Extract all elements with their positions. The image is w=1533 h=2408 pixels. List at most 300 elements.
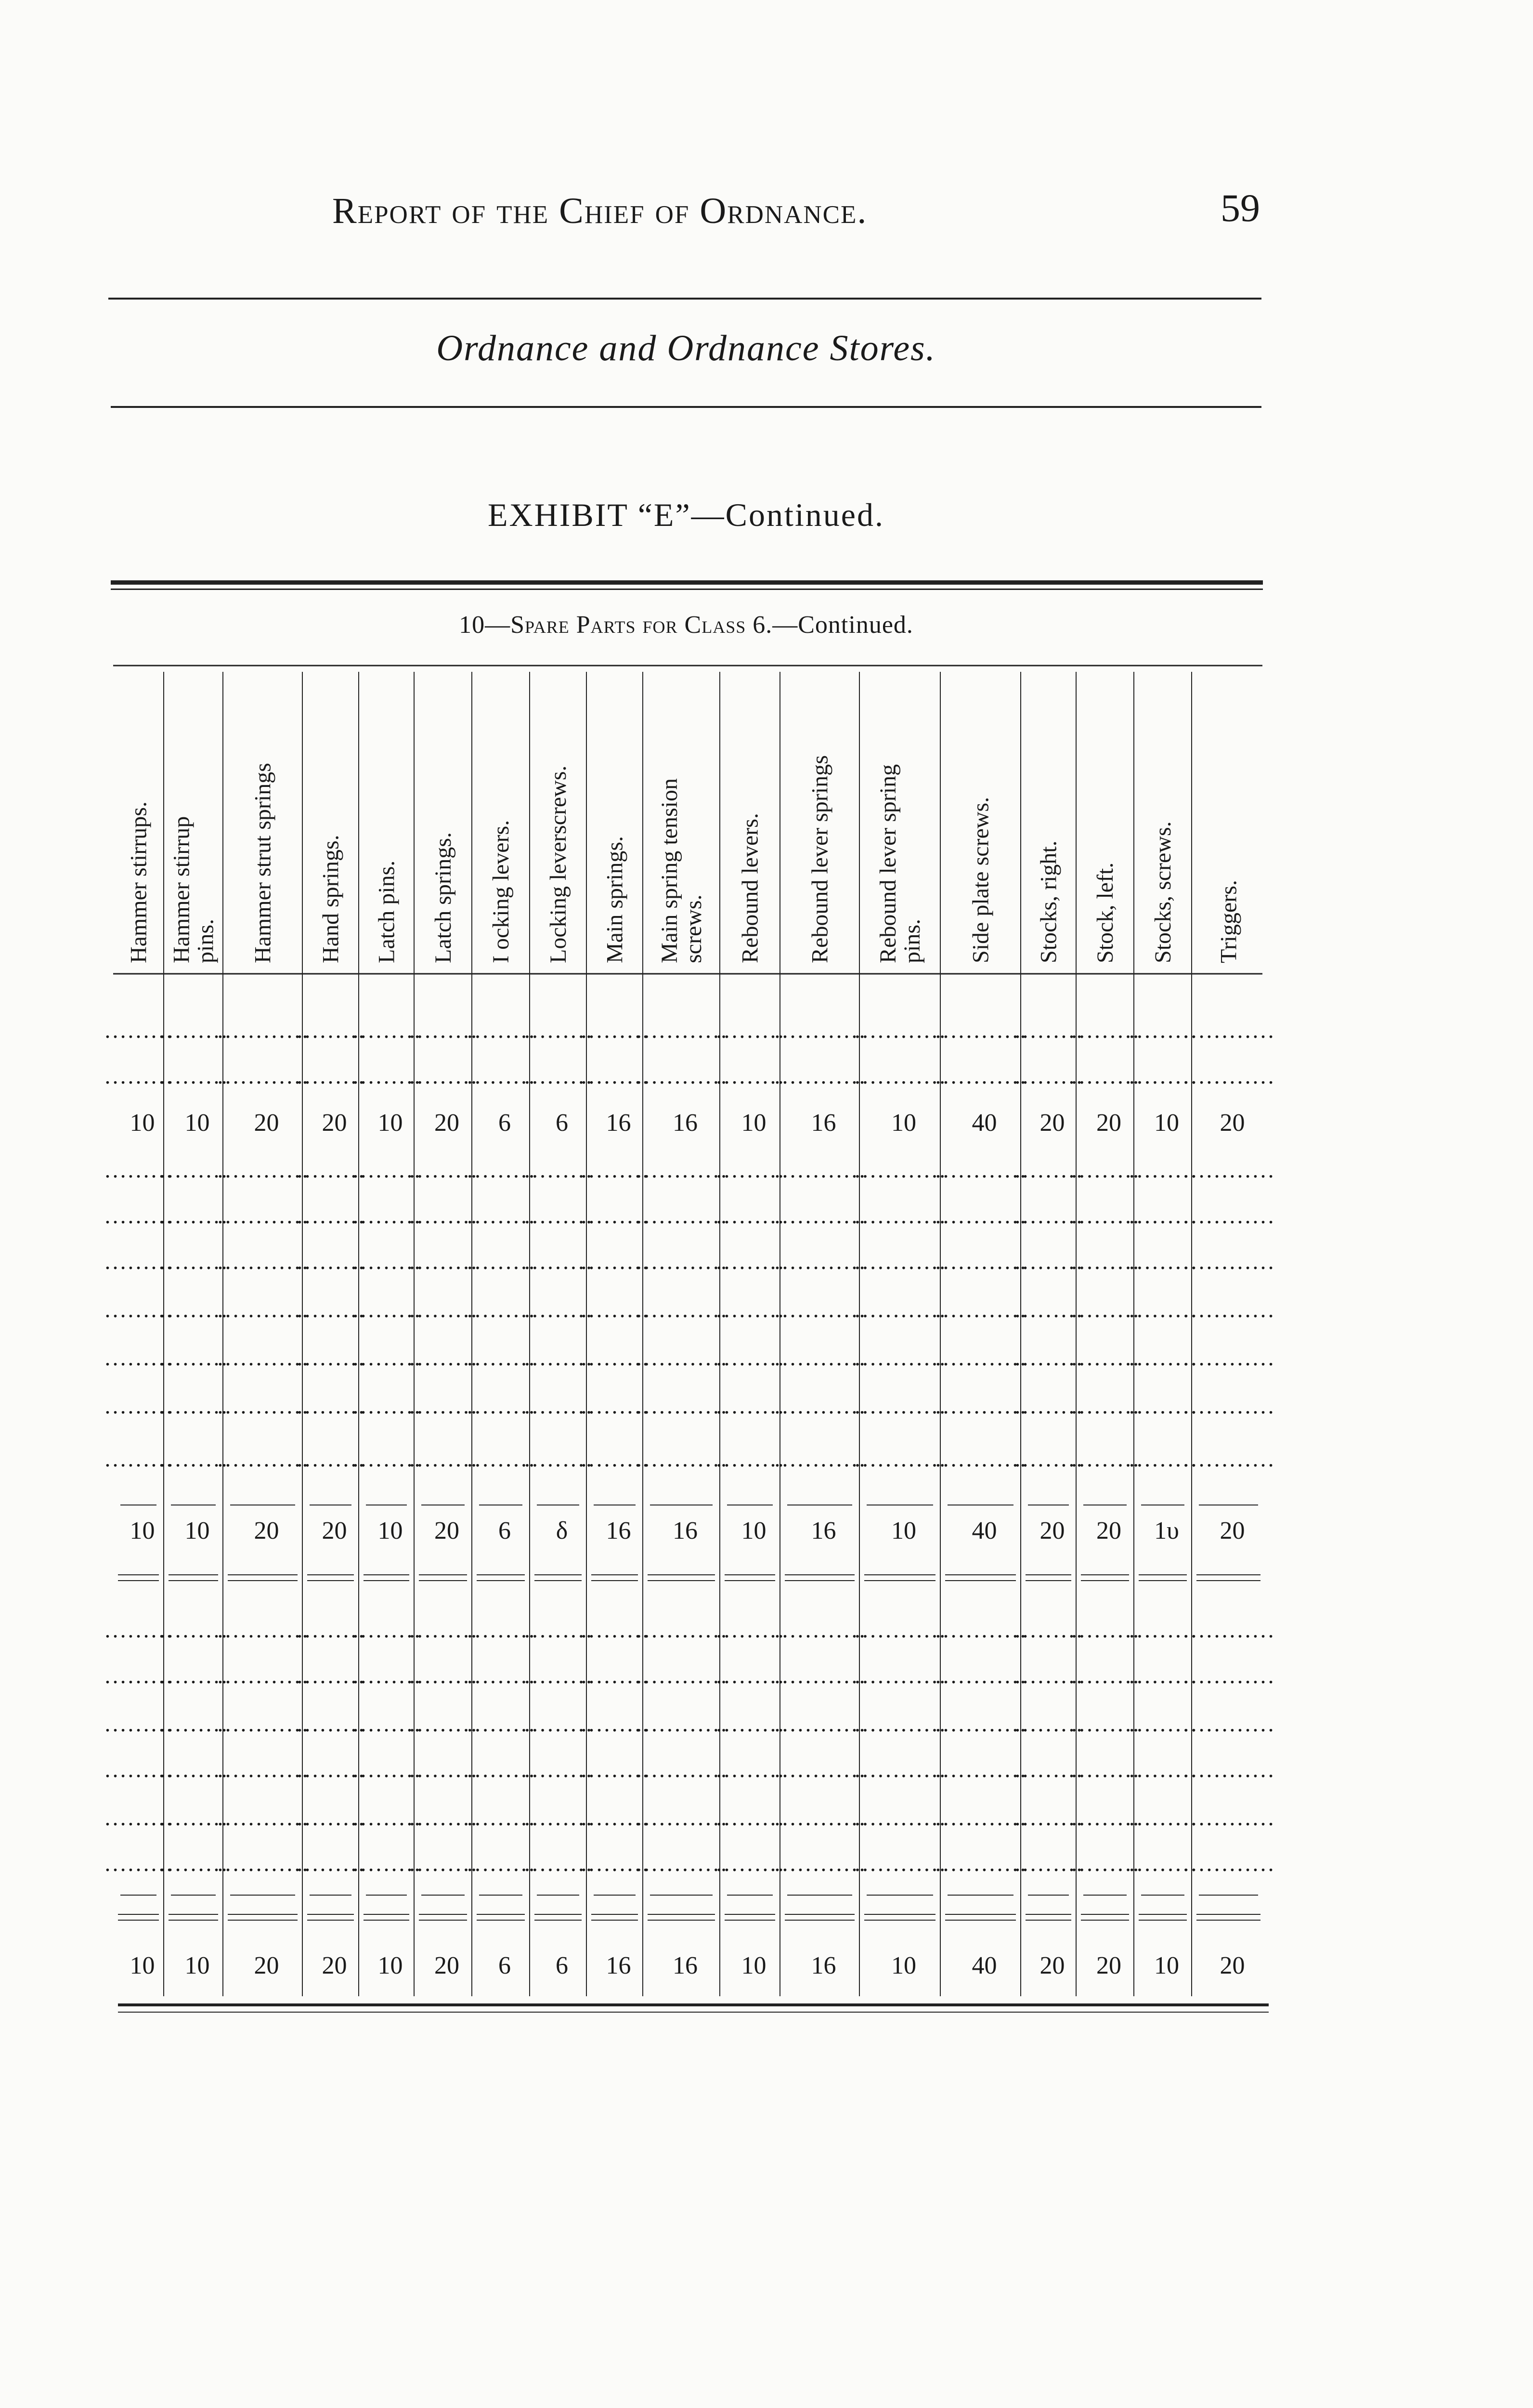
dot-leader: ………… — [773, 1249, 866, 1274]
dot-leader: ……… — [580, 1203, 650, 1229]
dot-leader: ……… — [1128, 1203, 1197, 1229]
total-cell: 20 — [1096, 1952, 1121, 1979]
dot-leader: ………… — [773, 1757, 866, 1782]
dot-leader: ………… — [216, 1757, 309, 1782]
dot-leader: ……… — [351, 1018, 421, 1043]
dot-leader: ……… — [523, 1757, 593, 1782]
dot-leader: ……… — [523, 1851, 593, 1876]
total-cell: 10 — [184, 1952, 210, 1979]
dot-leader: ………… — [1182, 1446, 1275, 1472]
subtotal-cell: 10 — [377, 1517, 403, 1544]
dot-leader: ……… — [715, 1711, 785, 1737]
dot-leader: ………… — [1182, 1663, 1275, 1688]
dot-leader: ……… — [1128, 1249, 1197, 1274]
dot-leader: ……… — [715, 1345, 785, 1371]
dot-leader: ……… — [296, 1663, 365, 1688]
dot-leader: ……… — [158, 1297, 228, 1322]
dot-leader: ………… — [635, 1663, 728, 1688]
dot-leader: ……… — [1070, 1711, 1140, 1737]
dot-leader: ……… — [715, 1063, 785, 1089]
table-caption-number: 10— — [459, 611, 511, 639]
table-caption-rest: 6.—Continued. — [746, 611, 913, 639]
data-cell: 6 — [556, 1109, 568, 1137]
dot-leader: ……… — [580, 1393, 650, 1419]
dot-leader: ……… — [408, 1663, 478, 1688]
dot-leader: ……… — [1128, 1805, 1197, 1831]
dot-leader: ……… — [1128, 1617, 1197, 1643]
subtotal-cell: 16 — [606, 1517, 631, 1544]
dot-leader: ………… — [1182, 1157, 1275, 1183]
dot-leader: ……… — [1013, 1063, 1083, 1089]
dot-leader: ……… — [408, 1805, 478, 1831]
dot-leader: ……… — [158, 1711, 228, 1737]
dot-leader: ………… — [635, 1805, 728, 1831]
dot-leader: ……… — [466, 1805, 535, 1831]
dot-leader: ……… — [408, 1446, 478, 1472]
dot-leader: ……… — [715, 1393, 785, 1419]
dot-leader: ………… — [1182, 1851, 1275, 1876]
data-cell: 16 — [673, 1109, 698, 1137]
dot-leader: ……… — [466, 1203, 535, 1229]
total-cell: 40 — [972, 1952, 997, 1979]
dot-leader: ……… — [1070, 1757, 1140, 1782]
dot-leader: ……… — [296, 1249, 365, 1274]
column-heading-line: Hammer stirrup — [169, 816, 195, 963]
page-header-title: Report of the Chief of Ordnance. — [332, 191, 868, 231]
dot-leader: ……… — [408, 1249, 478, 1274]
total-cell: 10 — [377, 1952, 403, 1979]
dot-leader: ……… — [104, 1203, 173, 1229]
column-heading-line: Stocks, right. — [1036, 840, 1062, 963]
dot-leader: ………… — [773, 1393, 866, 1419]
dot-leader: ……… — [523, 1157, 593, 1183]
data-cell: 10 — [741, 1109, 766, 1137]
dot-leader: ……… — [408, 1203, 478, 1229]
dot-leader: ……… — [1128, 1663, 1197, 1688]
dot-leader: ……… — [296, 1757, 365, 1782]
dot-leader: ………… — [216, 1345, 309, 1371]
dot-leader: ………… — [635, 1393, 728, 1419]
dot-leader: ……… — [1128, 1851, 1197, 1876]
dot-leader: ………… — [854, 1063, 946, 1089]
dot-leader: ……… — [158, 1393, 228, 1419]
data-cell: 10 — [377, 1109, 403, 1137]
dot-leader: ……… — [296, 1018, 365, 1043]
column-heading-line: Rebound levers. — [737, 813, 763, 963]
subtotal-cell: δ — [556, 1517, 568, 1544]
dot-leader: ……… — [523, 1393, 593, 1419]
dot-leader: ……… — [580, 1018, 650, 1043]
dot-leader: ……… — [580, 1297, 650, 1322]
total-cell: 16 — [606, 1952, 631, 1979]
dot-leader: ………… — [1182, 1063, 1275, 1089]
data-cell: 10 — [130, 1109, 155, 1137]
subtotal-cell: 20 — [1220, 1517, 1245, 1544]
dot-leader: ……… — [351, 1851, 421, 1876]
dot-leader: ………… — [773, 1063, 866, 1089]
total-cell: 10 — [1154, 1952, 1179, 1979]
dot-leader: ……… — [408, 1757, 478, 1782]
dot-leader: ……… — [580, 1711, 650, 1737]
dot-leader: ……… — [296, 1711, 365, 1737]
dot-leader: ………… — [854, 1203, 946, 1229]
dot-leader: ……… — [523, 1297, 593, 1322]
dot-leader: ……… — [523, 1446, 593, 1472]
table-caption-small-caps: Spare Parts for Class — [510, 611, 746, 639]
column-heading-line: Triggers. — [1216, 880, 1242, 963]
dot-leader: ……… — [1070, 1851, 1140, 1876]
dot-leader: ………… — [635, 1757, 728, 1782]
subtotal-cell: 10 — [130, 1517, 155, 1544]
dot-leader: ………… — [854, 1018, 946, 1043]
dot-leader: ……… — [296, 1851, 365, 1876]
dot-leader: ……… — [158, 1249, 228, 1274]
dot-leader: ……… — [104, 1018, 173, 1043]
dot-leader: ……… — [715, 1203, 785, 1229]
dot-leader: ……… — [1013, 1157, 1083, 1183]
dot-leader: ……… — [104, 1345, 173, 1371]
dot-leader: ……… — [158, 1617, 228, 1643]
dot-leader: ………… — [773, 1297, 866, 1322]
dot-leader: ………… — [934, 1345, 1027, 1371]
dot-leader: ………… — [854, 1805, 946, 1831]
dot-leader: ……… — [104, 1805, 173, 1831]
dot-leader: ……… — [408, 1297, 478, 1322]
dot-leader: ………… — [1182, 1203, 1275, 1229]
dot-leader: ………… — [854, 1617, 946, 1643]
dot-leader: ………… — [1182, 1393, 1275, 1419]
dot-leader: ………… — [216, 1446, 309, 1472]
dot-leader: ……… — [158, 1663, 228, 1688]
dot-leader: ……… — [296, 1203, 365, 1229]
dot-leader: ……… — [104, 1393, 173, 1419]
dot-leader: ……… — [580, 1851, 650, 1876]
column-heading-line: Main springs. — [602, 836, 628, 963]
dot-leader: ……… — [580, 1446, 650, 1472]
dot-leader: ………… — [773, 1711, 866, 1737]
data-cell: 16 — [606, 1109, 631, 1137]
dot-leader: ……… — [466, 1393, 535, 1419]
subtotal-cell: 16 — [673, 1517, 698, 1544]
dot-leader: ……… — [1128, 1446, 1197, 1472]
dot-leader: ……… — [1013, 1663, 1083, 1688]
column-heading-line: Hand springs. — [318, 835, 344, 963]
dot-leader: ………… — [773, 1345, 866, 1371]
dot-leader: ……… — [1013, 1805, 1083, 1831]
subtotal-cell: 6 — [498, 1517, 511, 1544]
column-heading-line: screws. — [681, 894, 706, 963]
dot-leader: ………… — [216, 1851, 309, 1876]
dot-leader: ……… — [715, 1805, 785, 1831]
dot-leader: ……… — [408, 1018, 478, 1043]
dot-leader: ……… — [1013, 1297, 1083, 1322]
dot-leader: ……… — [523, 1617, 593, 1643]
dot-leader: ……… — [1070, 1249, 1140, 1274]
dot-leader: ………… — [1182, 1345, 1275, 1371]
dot-leader: ……… — [715, 1157, 785, 1183]
dot-leader: ……… — [408, 1157, 478, 1183]
dot-leader: ……… — [580, 1249, 650, 1274]
dot-leader: ………… — [854, 1297, 946, 1322]
dot-leader: ……… — [466, 1063, 535, 1089]
dot-leader: ……… — [1128, 1063, 1197, 1089]
dot-leader: ………… — [635, 1446, 728, 1472]
dot-leader: ……… — [466, 1757, 535, 1782]
dot-leader: ……… — [296, 1446, 365, 1472]
dot-leader: ……… — [523, 1249, 593, 1274]
dot-leader: ……… — [715, 1757, 785, 1782]
dot-leader: ……… — [1013, 1345, 1083, 1371]
dot-leader: ……… — [1013, 1203, 1083, 1229]
dot-leader: ……… — [715, 1617, 785, 1643]
column-heading-line: Main spring tension — [657, 778, 682, 963]
dot-leader: ……… — [408, 1851, 478, 1876]
dot-leader: ……… — [104, 1063, 173, 1089]
total-cell: 10 — [130, 1952, 155, 1979]
dot-leader: ……… — [296, 1393, 365, 1419]
dot-leader: ………… — [854, 1663, 946, 1688]
column-heading-line: pins. — [193, 918, 219, 963]
total-cell: 20 — [1039, 1952, 1065, 1979]
dot-leader: ……… — [296, 1805, 365, 1831]
dot-leader: ……… — [1070, 1345, 1140, 1371]
dot-leader: ……… — [104, 1757, 173, 1782]
dot-leader: ……… — [351, 1711, 421, 1737]
dot-leader: ………… — [216, 1711, 309, 1737]
dot-leader: ………… — [216, 1157, 309, 1183]
dot-leader: ……… — [1013, 1446, 1083, 1472]
total-cell: 10 — [891, 1952, 916, 1979]
dot-leader: ……… — [1128, 1157, 1197, 1183]
dot-leader: ……… — [158, 1018, 228, 1043]
dot-leader: ……… — [1128, 1297, 1197, 1322]
dot-leader: ……… — [1070, 1617, 1140, 1643]
data-cell: 40 — [972, 1109, 997, 1137]
dot-leader: ………… — [216, 1063, 309, 1089]
dot-leader: ……… — [1128, 1757, 1197, 1782]
dot-leader: ………… — [635, 1617, 728, 1643]
dot-leader: ……… — [296, 1063, 365, 1089]
dot-leader: ……… — [296, 1297, 365, 1322]
total-cell: 20 — [254, 1952, 279, 1979]
dot-leader: ……… — [1070, 1446, 1140, 1472]
dot-leader: ………… — [854, 1711, 946, 1737]
subtotal-cell: 10 — [891, 1517, 916, 1544]
dot-leader: ……… — [408, 1617, 478, 1643]
dot-leader: ………… — [635, 1249, 728, 1274]
dot-leader: ……… — [1128, 1345, 1197, 1371]
dot-leader: ……… — [1013, 1393, 1083, 1419]
dot-leader: ………… — [1182, 1757, 1275, 1782]
dot-leader: ……… — [1070, 1393, 1140, 1419]
dot-leader: ………… — [934, 1711, 1027, 1737]
dot-leader: ……… — [1070, 1297, 1140, 1322]
dot-leader: ……… — [580, 1157, 650, 1183]
dot-leader: ……… — [1070, 1063, 1140, 1089]
dot-leader: ………… — [854, 1345, 946, 1371]
dot-leader: ……… — [466, 1345, 535, 1371]
dot-leader: ……… — [104, 1249, 173, 1274]
exhibit-title: EXHIBIT “E”—Continued. — [488, 497, 884, 533]
dot-leader: ……… — [158, 1851, 228, 1876]
dot-leader: ………… — [934, 1249, 1027, 1274]
dot-leader: ………… — [934, 1805, 1027, 1831]
data-cell: 20 — [1096, 1109, 1121, 1137]
dot-leader: ……… — [523, 1063, 593, 1089]
dot-leader: ……… — [580, 1805, 650, 1831]
dot-leader: ………… — [635, 1157, 728, 1183]
dot-leader: ……… — [466, 1018, 535, 1043]
data-cell: 10 — [891, 1109, 916, 1137]
dot-leader: ……… — [523, 1345, 593, 1371]
dot-leader: ………… — [635, 1711, 728, 1737]
dot-leader: ……… — [104, 1851, 173, 1876]
dot-leader: ……… — [351, 1757, 421, 1782]
dot-leader: ………… — [216, 1393, 309, 1419]
dot-leader: ………… — [1182, 1018, 1275, 1043]
dot-leader: ………… — [934, 1063, 1027, 1089]
subtotal-cell: 20 — [254, 1517, 279, 1544]
section-subtitle: Ordnance and Ordnance Stores. — [436, 328, 936, 368]
dot-leader: ……… — [523, 1711, 593, 1737]
dot-leader: ……… — [1013, 1249, 1083, 1274]
dot-leader: ………… — [1182, 1617, 1275, 1643]
total-cell: 20 — [322, 1952, 347, 1979]
column-heading-line: Hammer strut springs — [250, 763, 276, 963]
data-cell: 20 — [1220, 1109, 1245, 1137]
dot-leader: ……… — [1070, 1663, 1140, 1688]
data-cell: 20 — [322, 1109, 347, 1137]
dot-leader: ………… — [773, 1446, 866, 1472]
dot-leader: ………… — [1182, 1711, 1275, 1737]
dot-leader: ……… — [1070, 1203, 1140, 1229]
data-cell: 10 — [184, 1109, 210, 1137]
total-cell: 6 — [556, 1952, 568, 1979]
dot-leader: ………… — [635, 1203, 728, 1229]
dot-leader: ……… — [296, 1157, 365, 1183]
dot-leader: ……… — [580, 1063, 650, 1089]
dot-leader: ………… — [216, 1805, 309, 1831]
dot-leader: ……… — [715, 1297, 785, 1322]
dot-leader: ………… — [1182, 1805, 1275, 1831]
subtotal-cell: 20 — [1039, 1517, 1065, 1544]
dot-leader: ………… — [854, 1446, 946, 1472]
subtotal-cell: 20 — [434, 1517, 459, 1544]
dot-leader: ……… — [351, 1446, 421, 1472]
dot-leader: ……… — [351, 1663, 421, 1688]
dot-leader: ……… — [1070, 1805, 1140, 1831]
total-cell: 10 — [741, 1952, 766, 1979]
column-heading-line: pins. — [899, 918, 925, 963]
dot-leader: ………… — [934, 1157, 1027, 1183]
dot-leader: ……… — [1128, 1393, 1197, 1419]
dot-leader: ……… — [1070, 1018, 1140, 1043]
dot-leader: ……… — [580, 1345, 650, 1371]
dot-leader: ……… — [351, 1393, 421, 1419]
dot-leader: ……… — [523, 1203, 593, 1229]
column-heading-line: Rebound lever springs — [807, 755, 833, 963]
dot-leader: ……… — [1128, 1018, 1197, 1043]
dot-leader: ………… — [854, 1157, 946, 1183]
dot-leader: ……… — [296, 1345, 365, 1371]
dot-leader: ……… — [104, 1617, 173, 1643]
dot-leader: ………… — [216, 1297, 309, 1322]
dot-leader: ………… — [635, 1345, 728, 1371]
dot-leader: ……… — [523, 1018, 593, 1043]
dot-leader: ……… — [523, 1805, 593, 1831]
dot-leader: ……… — [1013, 1851, 1083, 1876]
dot-leader: ……… — [580, 1757, 650, 1782]
dot-leader: ………… — [773, 1805, 866, 1831]
dot-leader: ……… — [523, 1663, 593, 1688]
dot-leader: ……… — [351, 1617, 421, 1643]
dot-leader: ……… — [466, 1297, 535, 1322]
dot-leader: ………… — [773, 1157, 866, 1183]
dot-leader: ………… — [934, 1393, 1027, 1419]
column-heading-line: Latch springs. — [430, 832, 456, 963]
dot-leader: ……… — [158, 1805, 228, 1831]
dot-leader: ……… — [715, 1446, 785, 1472]
dot-leader: ………… — [773, 1663, 866, 1688]
data-cell: 20 — [434, 1109, 459, 1137]
dot-leader: ……… — [104, 1711, 173, 1737]
subtotal-cell: 10 — [741, 1517, 766, 1544]
subtotal-cell: 20 — [322, 1517, 347, 1544]
page-number: 59 — [1221, 186, 1260, 230]
dot-leader: ……… — [466, 1446, 535, 1472]
dot-leader: ……… — [408, 1711, 478, 1737]
column-heading-line: Hammer stirrups. — [126, 801, 152, 963]
dot-leader: ……… — [158, 1063, 228, 1089]
dot-leader: ………… — [934, 1203, 1027, 1229]
dot-leader: ……… — [466, 1249, 535, 1274]
data-cell: 10 — [1154, 1109, 1179, 1137]
dot-leader: ……… — [351, 1203, 421, 1229]
subtotal-cell: 10 — [184, 1517, 210, 1544]
dot-leader: ……… — [466, 1617, 535, 1643]
dot-leader: ……… — [1013, 1617, 1083, 1643]
dot-leader: ………… — [854, 1393, 946, 1419]
column-heading-line: Stock, left. — [1092, 862, 1118, 963]
dot-leader: ……… — [715, 1249, 785, 1274]
dot-leader: ……… — [351, 1249, 421, 1274]
dot-leader: ………… — [1182, 1249, 1275, 1274]
dot-leader: ……… — [466, 1663, 535, 1688]
column-heading-line: Latch pins. — [374, 860, 400, 963]
dot-leader: ……… — [1070, 1157, 1140, 1183]
dot-leader: ………… — [854, 1757, 946, 1782]
dot-leader: ……… — [580, 1617, 650, 1643]
column-heading-line: Side plate screws. — [968, 797, 994, 963]
dot-leader: ……… — [466, 1711, 535, 1737]
total-cell: 16 — [811, 1952, 836, 1979]
dot-leader: ……… — [408, 1063, 478, 1089]
dot-leader: ……… — [1013, 1757, 1083, 1782]
dot-leader: ……… — [351, 1157, 421, 1183]
dot-leader: ………… — [216, 1018, 309, 1043]
dot-leader: ………… — [934, 1018, 1027, 1043]
data-cell: 20 — [1039, 1109, 1065, 1137]
total-cell: 16 — [673, 1952, 698, 1979]
dot-leader: ……… — [104, 1157, 173, 1183]
data-cell: 16 — [811, 1109, 836, 1137]
dot-leader: ……… — [715, 1663, 785, 1688]
dot-leader: ……… — [351, 1345, 421, 1371]
dot-leader: ………… — [773, 1617, 866, 1643]
dot-leader: ………… — [635, 1851, 728, 1876]
total-cell: 6 — [498, 1952, 511, 1979]
dot-leader: ………… — [635, 1063, 728, 1089]
